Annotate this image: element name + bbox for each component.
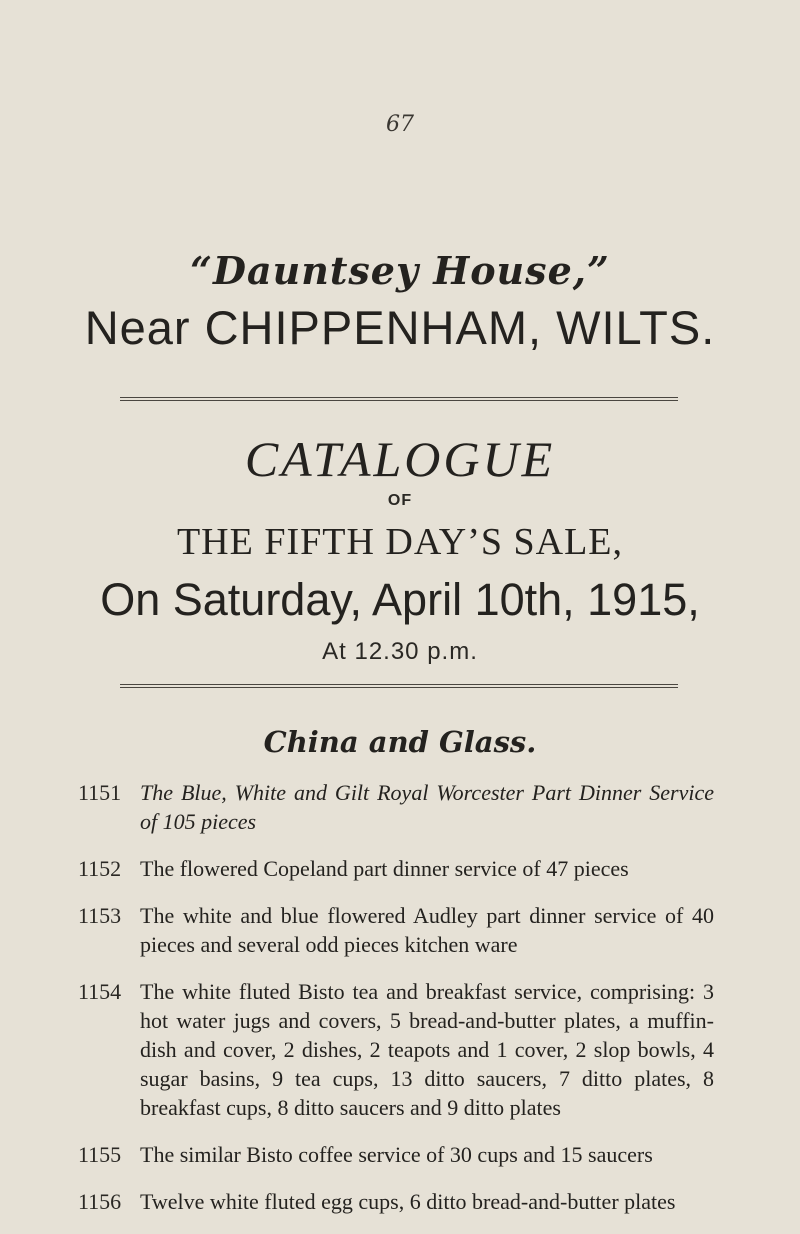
lot-list [0,778,800,1234]
lot-item [0,1140,800,1169]
divider-rule [120,397,678,401]
sale-date: On Saturday, April 10th, 1915, [100,574,700,625]
divider-rule [120,684,678,688]
house-title: “Dauntsey House,” [190,248,610,293]
lot-item [0,778,800,836]
lot-item [0,854,800,883]
lot-description: Twelve white fluted egg cups, 6 ditto bread-and-butter plates [140,1189,676,1214]
lot-number: 1152 [78,856,122,881]
page-number: 67 [386,112,414,137]
lot-item [0,977,800,1122]
catalogue-heading: CATALOGUE [244,431,556,487]
lot-description: The white and blue flowered Audley part dinner service of 40 pieces and several odd pieces kitchen ware [140,903,714,957]
lot-number: 1156 [78,1189,122,1214]
lot-number: 1153 [78,903,122,928]
lot-item [0,901,800,959]
sale-title: THE FIFTH DAY’S SALE, [176,521,624,563]
lot-description: The flowered Copeland part dinner service of 47 pieces [140,856,629,881]
lot-number: 1155 [78,1142,122,1167]
location-heading: Near CHIPPENHAM, WILTS. [84,301,716,354]
lot-description: The white fluted Bisto tea and breakfast service, comprising: 3 hot water jugs and covers, 5 bread-and-butter plates, a muffin-dish and cover, 2 dishes, 2 teapots and 1 cover, 2 slop bowls, 4 sugar basins, 9 tea cups, 13 ditto saucers, 7 ditto plates, 8 breakfast cups, 8 ditto saucers and 9 ditto plates [140,979,714,1120]
lot-number: 1151 [78,780,122,805]
lot-item [0,1187,800,1216]
of-label: OF [387,492,413,509]
lot-number: 1154 [78,979,122,1004]
lot-description: The similar Bisto coffee service of 30 cups and 15 saucers [140,1142,653,1167]
lot-description: The Blue, White and Gilt Royal Worcester Part Dinner Service of 105 pieces [140,780,714,834]
sale-time: At 12.30 p.m. [322,638,478,665]
section-heading: China and Glass. [263,725,537,759]
